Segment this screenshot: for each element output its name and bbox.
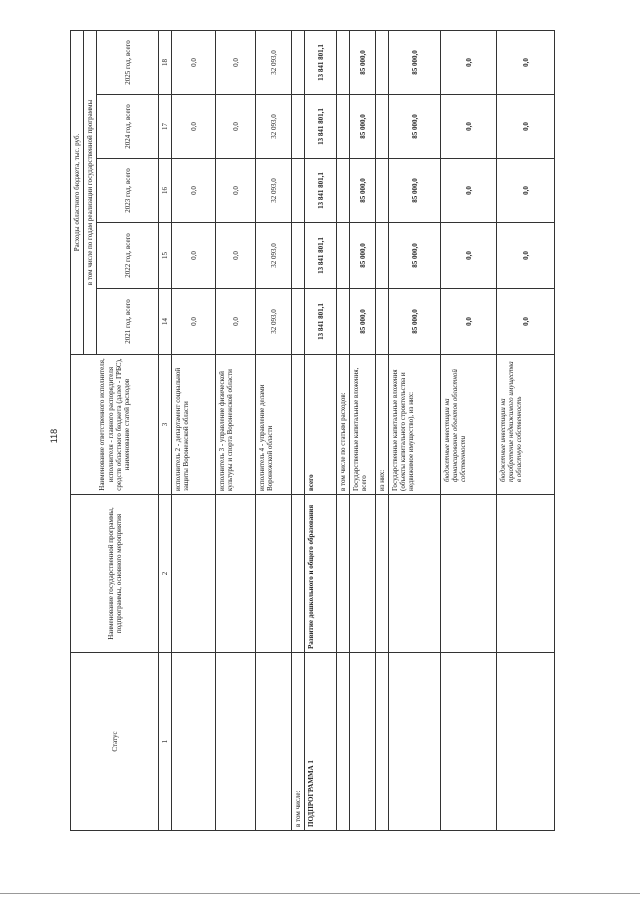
row-status [216, 653, 256, 831]
row-executor: Государственные капитальные вложения (объекты капитального строительства и недвижимое имущество), из них: [389, 355, 441, 495]
row-executor: исполнитель 4 - управление делами Воронежской области [256, 355, 292, 495]
table-row [172, 30, 216, 830]
colnum: 18 [159, 30, 172, 94]
row-name [216, 495, 256, 653]
value-2025: 85 000,0 [389, 30, 441, 94]
value-2025: 32 093,0 [256, 30, 292, 94]
header-year-2022: 2022 год, всего [97, 223, 159, 289]
budget-table [70, 30, 555, 831]
table-row [389, 30, 441, 830]
value-2022 [376, 223, 389, 289]
value-2021 [376, 289, 389, 355]
value-2024: 85 000,0 [350, 95, 376, 159]
value-2024: 13 841 801,1 [305, 95, 337, 159]
value-2022: 85 000,0 [350, 223, 376, 289]
value-2022: 32 093,0 [256, 223, 292, 289]
value-2025 [337, 30, 350, 94]
header-year-2025: 2025 год, всего [97, 30, 159, 94]
value-2023: 13 841 801,1 [305, 159, 337, 223]
value-2021: 32 093,0 [256, 289, 292, 355]
value-2025: 0,0 [216, 30, 256, 94]
value-2025 [292, 30, 305, 94]
value-2022 [337, 223, 350, 289]
page-bottom-rule [0, 893, 640, 894]
colnum: 15 [159, 223, 172, 289]
row-executor: бюджетные инвестиции на финансирование объектов областной собственности [441, 355, 497, 495]
header-year-2024: 2024 год, всего [97, 95, 159, 159]
value-2023: 32 093,0 [256, 159, 292, 223]
value-2022: 0,0 [172, 223, 216, 289]
header-executor: Наименование ответственного исполнителя, исполнителя - главного распорядителя средств областного бюджета (далее - ГРБС), наименование статей расходов [71, 355, 159, 495]
table-row [376, 30, 389, 830]
row-name [497, 495, 555, 653]
row-executor: всего [305, 355, 337, 495]
value-2022: 0,0 [497, 223, 555, 289]
value-2025: 0,0 [497, 30, 555, 94]
value-2022 [292, 223, 305, 289]
value-2023: 0,0 [172, 159, 216, 223]
row-status [337, 653, 350, 831]
value-2024: 0,0 [497, 95, 555, 159]
row-name [441, 495, 497, 653]
row-status [256, 653, 292, 831]
value-2023: 85 000,0 [350, 159, 376, 223]
value-2024 [292, 95, 305, 159]
value-2024: 0,0 [216, 95, 256, 159]
header-year-2023: 2023 год, всего [97, 159, 159, 223]
value-2021: 0,0 [172, 289, 216, 355]
row-executor: из них: [376, 355, 389, 495]
row-status: в том числе: [292, 653, 305, 831]
row-name [337, 495, 350, 653]
row-executor: бюджетные инвестиции на приобретение недвижимого имущества в областную собственность [497, 355, 555, 495]
colnum: 14 [159, 289, 172, 355]
row-status [389, 653, 441, 831]
value-2023 [376, 159, 389, 223]
row-name [376, 495, 389, 653]
value-2024 [337, 95, 350, 159]
header-by-years: в том числе по годам реализации государственной программы [84, 30, 97, 354]
row-status [376, 653, 389, 831]
table-row [292, 30, 305, 830]
rotated-table-wrapper [70, 31, 600, 831]
value-2023: 0,0 [441, 159, 497, 223]
colnum: 16 [159, 159, 172, 223]
row-executor: исполнитель 2 - департамент социальной защиты Воронежской области [172, 355, 216, 495]
table-row [337, 30, 350, 830]
value-2024: 85 000,0 [389, 95, 441, 159]
value-2021: 85 000,0 [389, 289, 441, 355]
header-row-1 [71, 30, 84, 830]
table-row [441, 30, 497, 830]
value-2021 [292, 289, 305, 355]
table-row [350, 30, 376, 830]
value-2022: 0,0 [441, 223, 497, 289]
column-number-row [159, 30, 172, 830]
value-2021 [337, 289, 350, 355]
value-2025: 0,0 [441, 30, 497, 94]
row-status: ПОДПРОГРАММА 1 [305, 653, 337, 831]
value-2024: 0,0 [172, 95, 216, 159]
table-row [305, 30, 337, 830]
value-2021: 0,0 [216, 289, 256, 355]
header-budget: Расходы областного бюджета, тыс. руб. [71, 30, 84, 354]
value-2023: 85 000,0 [389, 159, 441, 223]
value-2024: 32 093,0 [256, 95, 292, 159]
value-2024: 0,0 [441, 95, 497, 159]
value-2024 [376, 95, 389, 159]
value-2022: 0,0 [216, 223, 256, 289]
header-program-name: Наименование государственной программы, подпрограммы, основного мероприятия [71, 495, 159, 653]
row-executor: в том числе по статьям расходов: [337, 355, 350, 495]
value-2021: 13 841 801,1 [305, 289, 337, 355]
row-status [441, 653, 497, 831]
value-2022: 13 841 801,1 [305, 223, 337, 289]
row-name [350, 495, 376, 653]
value-2021: 0,0 [497, 289, 555, 355]
header-status: Статус [71, 653, 159, 831]
table-row [216, 30, 256, 830]
colnum: 3 [159, 355, 172, 495]
value-2025: 0,0 [172, 30, 216, 94]
row-executor: Государственные капитальные вложения, всего [350, 355, 376, 495]
value-2021: 85 000,0 [350, 289, 376, 355]
table-row [256, 30, 292, 830]
header-year-2021: 2021 год, всего [97, 289, 159, 355]
page-number: 118 [49, 428, 59, 444]
row-executor [292, 355, 305, 495]
value-2025 [376, 30, 389, 94]
value-2023 [292, 159, 305, 223]
row-status [497, 653, 555, 831]
value-2021: 0,0 [441, 289, 497, 355]
value-2023 [337, 159, 350, 223]
value-2025: 13 841 801,1 [305, 30, 337, 94]
row-status [172, 653, 216, 831]
colnum: 1 [159, 653, 172, 831]
value-2023: 0,0 [497, 159, 555, 223]
value-2025: 85 000,0 [350, 30, 376, 94]
row-name: Развитие дошкольного и общего образования [305, 495, 337, 653]
row-status [350, 653, 376, 831]
value-2023: 0,0 [216, 159, 256, 223]
colnum: 17 [159, 95, 172, 159]
row-executor: исполнитель 3 - управление физической культуры и спорта Воронежской области [216, 355, 256, 495]
row-name [172, 495, 216, 653]
row-name [256, 495, 292, 653]
row-name [389, 495, 441, 653]
value-2022: 85 000,0 [389, 223, 441, 289]
colnum: 2 [159, 495, 172, 653]
table-row [497, 30, 555, 830]
row-name [292, 495, 305, 653]
